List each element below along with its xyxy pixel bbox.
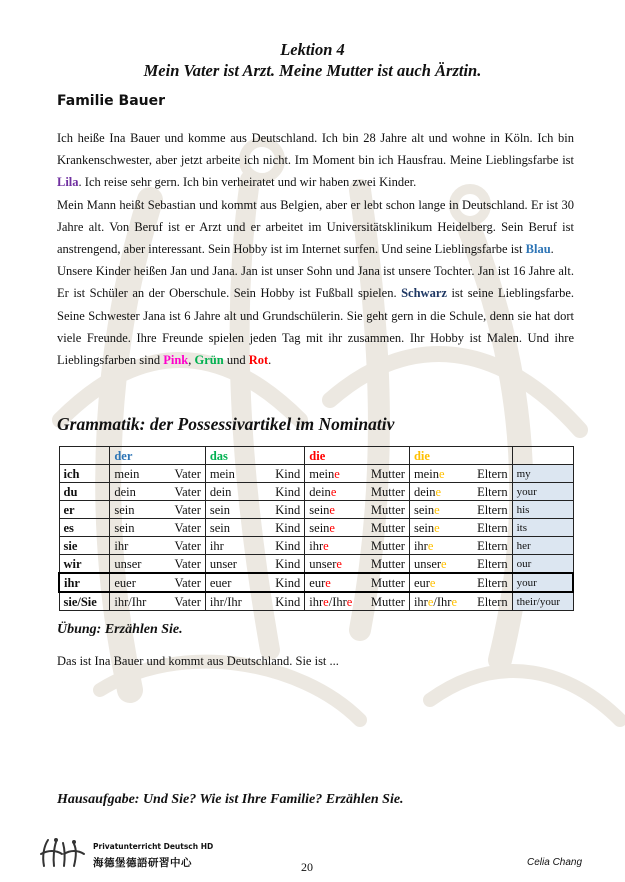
text-segment: . xyxy=(268,353,272,368)
form-text: ihr xyxy=(209,538,224,553)
noun: Kind xyxy=(275,594,301,609)
noun: Vater xyxy=(174,502,201,517)
noun: Mutter xyxy=(370,538,405,553)
table-row xyxy=(59,573,573,592)
plural-cell xyxy=(409,465,512,483)
plural-cell xyxy=(409,592,512,611)
noun: Mutter xyxy=(370,575,405,590)
possessive-form xyxy=(114,556,141,572)
form-text: dein xyxy=(114,484,136,499)
possessive-form xyxy=(210,502,230,518)
possessive-form xyxy=(309,466,340,482)
header-das: das xyxy=(205,447,304,465)
noun: Kind xyxy=(275,556,301,571)
header-empty xyxy=(59,447,110,465)
possessive-form xyxy=(114,594,146,610)
noun: Eltern xyxy=(477,594,508,609)
form-text: mein xyxy=(114,466,140,481)
text-segment: . Ich reise sehr gern. Ich bin verheiratet und wir haben zwei Kinder. xyxy=(78,175,417,190)
noun: Vater xyxy=(174,556,201,571)
table-row xyxy=(59,465,573,483)
possessive-form xyxy=(210,575,232,591)
form-stem: ihr xyxy=(413,538,428,553)
noun: Mutter xyxy=(370,484,405,499)
possessive-form xyxy=(309,575,331,591)
possessive-form xyxy=(309,556,342,572)
english-cell: her xyxy=(512,537,573,555)
form-text: euer xyxy=(114,575,136,590)
form-ending: e xyxy=(434,502,440,517)
possessive-form xyxy=(414,594,457,610)
form-text: ihr xyxy=(114,538,129,553)
form-stem: /Ihr xyxy=(433,594,452,609)
header-die-f: die xyxy=(305,447,410,465)
table-row xyxy=(59,592,573,611)
noun: Mutter xyxy=(370,502,405,517)
form-ending: e xyxy=(334,466,340,481)
noun: Vater xyxy=(174,466,201,481)
noun: Vater xyxy=(174,594,201,609)
color-word-gruen: Grün xyxy=(194,353,224,368)
plural-cell xyxy=(409,483,512,501)
pronoun-cell: sie/Sie xyxy=(59,592,110,611)
form-text: sein xyxy=(209,520,230,535)
paragraph-sebastian xyxy=(57,194,574,261)
form-text: unser xyxy=(209,556,237,571)
text-segment: Ich heiße Ina Bauer und komme aus Deutschland. Ich bin 28 Jahre alt und wohne in Köln. Ich bin Krankenschwester, aber jetzt arbeite ich nicht. Im Moment bin ich Hausfrau. Meine Lieblingsfarbe ist xyxy=(57,131,574,168)
form-ending: e xyxy=(434,520,440,535)
neut-cell xyxy=(205,555,304,574)
noun: Kind xyxy=(275,520,301,535)
noun: Mutter xyxy=(370,520,405,535)
possessive-form xyxy=(114,466,139,482)
pronoun-cell: es xyxy=(59,519,110,537)
text-segment: und xyxy=(223,353,249,368)
text-segment: , xyxy=(188,353,195,368)
fem-cell xyxy=(305,501,410,519)
noun: Eltern xyxy=(477,484,508,499)
pronoun-cell: wir xyxy=(59,555,110,574)
color-word-blau: Blau xyxy=(525,242,551,257)
neut-cell xyxy=(205,573,304,592)
form-stem: mein xyxy=(309,466,335,481)
noun: Mutter xyxy=(370,556,405,571)
form-ending: e xyxy=(323,538,329,553)
form-ending: e xyxy=(427,538,434,553)
form-text: dein xyxy=(209,484,232,499)
family-heading: Familie Bauer xyxy=(57,93,166,109)
possessive-form xyxy=(309,520,335,536)
noun: Vater xyxy=(174,538,201,553)
lesson-title: Mein Vater ist Arzt. Meine Mutter ist auch Ärztin. xyxy=(143,61,482,80)
table-row xyxy=(59,519,573,537)
pronoun-cell: ihr xyxy=(59,573,110,592)
english-cell: his xyxy=(512,501,573,519)
school-logo-icon xyxy=(38,836,88,870)
noun: Eltern xyxy=(477,466,508,481)
form-stem: sein xyxy=(309,502,330,517)
form-text: sein xyxy=(209,502,230,517)
possessive-form xyxy=(414,502,440,518)
possessive-form xyxy=(210,538,224,554)
noun: Mutter xyxy=(370,594,405,609)
masc-cell xyxy=(110,501,206,519)
form-stem: dein xyxy=(309,484,331,499)
table-header-row xyxy=(59,447,573,465)
form-ending: e xyxy=(330,484,337,499)
possessive-form xyxy=(309,484,336,500)
table-row xyxy=(59,501,573,519)
color-word-lila: Lila xyxy=(57,175,79,190)
possessive-form xyxy=(414,520,440,536)
possessive-form xyxy=(309,502,335,518)
form-stem: unser xyxy=(413,556,442,571)
color-word-schwarz: Schwarz xyxy=(401,286,447,301)
noun: Eltern xyxy=(477,575,508,590)
noun: Mutter xyxy=(370,466,405,481)
text-segment: ist seine Lieblingsfarbe. Seine Schwester Jana ist 6 Jahre alt und Grundschülerin. Sie geht gern in die Schule, denn sie hat dort viele Freunde. Ihre Freunde spielen jeden Tag mit ihr zusammen. Ihr Hobby ist Malen. Und ihre Lieblingsfarben sind xyxy=(57,286,574,368)
text-segment: . xyxy=(550,242,554,257)
form-text: euer xyxy=(209,575,232,590)
plural-cell xyxy=(409,537,512,555)
noun: Eltern xyxy=(477,556,508,571)
pronoun-cell: ich xyxy=(59,465,110,483)
masc-cell xyxy=(110,483,206,501)
homework-heading: Hausaufgabe: Und Sie? Wie ist Ihre Familie? Erzählen Sie. xyxy=(57,792,404,807)
english-cell: its xyxy=(512,519,573,537)
possessive-form xyxy=(414,556,447,572)
text-segment: Unsere Kinder heißen Jan und Jana. Jan ist unser Sohn und Jana ist unsere Tochter. Jan ist 16 Jahre alt. Er ist Schüler an der Oberschule. Sein Hobby ist Fußball spielen. xyxy=(57,264,574,301)
form-stem: eur xyxy=(413,575,430,590)
form-stem: ihr xyxy=(413,594,428,609)
neut-cell xyxy=(205,483,304,501)
grammar-heading: Grammatik: der Possessivartikel im Nominativ xyxy=(57,414,395,434)
masc-cell xyxy=(110,573,206,592)
form-ending: e xyxy=(329,502,335,517)
neut-cell xyxy=(205,501,304,519)
masc-cell xyxy=(110,465,206,483)
masc-cell xyxy=(110,592,206,611)
plural-cell xyxy=(409,573,512,592)
masc-cell xyxy=(110,519,206,537)
org-name-en: Privatunterricht Deutsch HD xyxy=(93,842,214,851)
text-segment: Mein Mann heißt Sebastian und kommt aus Belgien, aber er lebt schon lange in Deutschland. Er ist 30 Jahre alt. Von Beruf ist er Arzt und er arbeitet im Universitätsklinikum Heidelberg. Sein Beruf ist anstrengend, aber interessant. Sein Hobby ist im Internet surfen. Und seine Lieblingsfarbe ist xyxy=(57,197,574,257)
table-row xyxy=(59,555,573,574)
form-ending: e xyxy=(427,594,434,609)
masc-cell xyxy=(110,555,206,574)
header-der: der xyxy=(110,447,206,465)
fem-cell xyxy=(305,519,410,537)
english-cell: their/your xyxy=(512,592,573,611)
page-number: 20 xyxy=(301,860,313,874)
possessive-form xyxy=(414,575,436,591)
header-empty-eng xyxy=(512,447,573,465)
possessive-form xyxy=(309,594,352,610)
pronoun-cell: du xyxy=(59,483,110,501)
neut-cell xyxy=(205,537,304,555)
noun: Kind xyxy=(275,466,301,481)
plural-cell xyxy=(409,501,512,519)
form-stem: ihr xyxy=(309,594,324,609)
possessive-form xyxy=(114,502,134,518)
form-stem: eur xyxy=(309,575,326,590)
possessive-form xyxy=(114,575,136,591)
form-ending: e xyxy=(325,575,331,590)
color-word-rot: Rot xyxy=(248,353,269,368)
form-text: sein xyxy=(114,520,135,535)
color-word-pink: Pink xyxy=(163,353,189,368)
form-text: sein xyxy=(114,502,135,517)
pronoun-cell: sie xyxy=(59,537,110,555)
form-stem: sein xyxy=(413,502,435,517)
possessive-form xyxy=(414,466,445,482)
plural-cell xyxy=(409,519,512,537)
noun: Kind xyxy=(275,575,301,590)
noun: Vater xyxy=(174,484,201,499)
form-stem: mein xyxy=(413,466,439,481)
neut-cell xyxy=(205,465,304,483)
form-ending: e xyxy=(451,594,458,609)
fem-cell xyxy=(305,483,410,501)
fem-cell xyxy=(305,465,410,483)
form-text: ihr/Ihr xyxy=(114,594,147,609)
possessive-form xyxy=(414,538,433,554)
noun: Eltern xyxy=(477,502,508,517)
form-ending: e xyxy=(435,484,442,499)
possessive-form xyxy=(114,520,134,536)
form-ending: e xyxy=(329,520,335,535)
noun: Vater xyxy=(174,520,201,535)
fem-cell xyxy=(305,537,410,555)
english-cell: my xyxy=(512,465,573,483)
possessive-table xyxy=(58,446,574,611)
form-ending: e xyxy=(438,466,445,481)
neut-cell xyxy=(205,592,304,611)
form-ending: e xyxy=(346,594,353,609)
neut-cell xyxy=(205,519,304,537)
possessive-form xyxy=(114,538,128,554)
form-stem: ihr xyxy=(309,538,324,553)
possessive-form xyxy=(414,484,441,500)
fem-cell xyxy=(305,573,410,592)
lesson-number: Lektion 4 xyxy=(280,40,345,59)
paragraph-ina xyxy=(57,127,574,194)
form-stem: dein xyxy=(413,484,436,499)
possessive-form xyxy=(210,466,235,482)
fem-cell xyxy=(305,592,410,611)
exercise-heading: Übung: Erzählen Sie. xyxy=(57,622,183,637)
noun: Vater xyxy=(174,575,201,590)
form-text: ihr/Ihr xyxy=(209,594,242,609)
form-text: mein xyxy=(209,466,235,481)
pronoun-cell: er xyxy=(59,501,110,519)
possessive-form xyxy=(309,538,328,554)
english-cell: your xyxy=(512,573,573,592)
masc-cell xyxy=(110,537,206,555)
form-ending: e xyxy=(441,556,447,571)
exercise-text: Das ist Ina Bauer und kommt aus Deutschland. Sie ist ... xyxy=(57,654,339,668)
form-ending: e xyxy=(429,575,436,590)
org-name-zh: 海德堡德語研習中心 xyxy=(93,857,192,869)
form-ending: e xyxy=(323,594,329,609)
possessive-form xyxy=(210,520,230,536)
family-text xyxy=(57,127,574,371)
noun: Kind xyxy=(275,502,301,517)
form-stem: sein xyxy=(413,520,435,535)
form-text: unser xyxy=(114,556,142,571)
author-name: Celia Chang xyxy=(527,857,583,868)
paragraph-children xyxy=(57,260,574,371)
table-row xyxy=(59,537,573,555)
possessive-form xyxy=(114,484,136,500)
english-cell: your xyxy=(512,483,573,501)
form-stem: /Ihr xyxy=(328,594,347,609)
possessive-form xyxy=(210,594,242,610)
possessive-form xyxy=(210,556,237,572)
possessive-form xyxy=(210,484,232,500)
noun: Kind xyxy=(275,538,301,553)
form-stem: sein xyxy=(309,520,330,535)
noun: Eltern xyxy=(477,520,508,535)
fem-cell xyxy=(305,555,410,574)
form-ending: e xyxy=(336,556,342,571)
english-cell: our xyxy=(512,555,573,574)
noun: Kind xyxy=(275,484,301,499)
table-row xyxy=(59,483,573,501)
plural-cell xyxy=(409,555,512,574)
form-stem: unser xyxy=(309,556,337,571)
header-die-pl: die xyxy=(409,447,512,465)
noun: Eltern xyxy=(477,538,508,553)
